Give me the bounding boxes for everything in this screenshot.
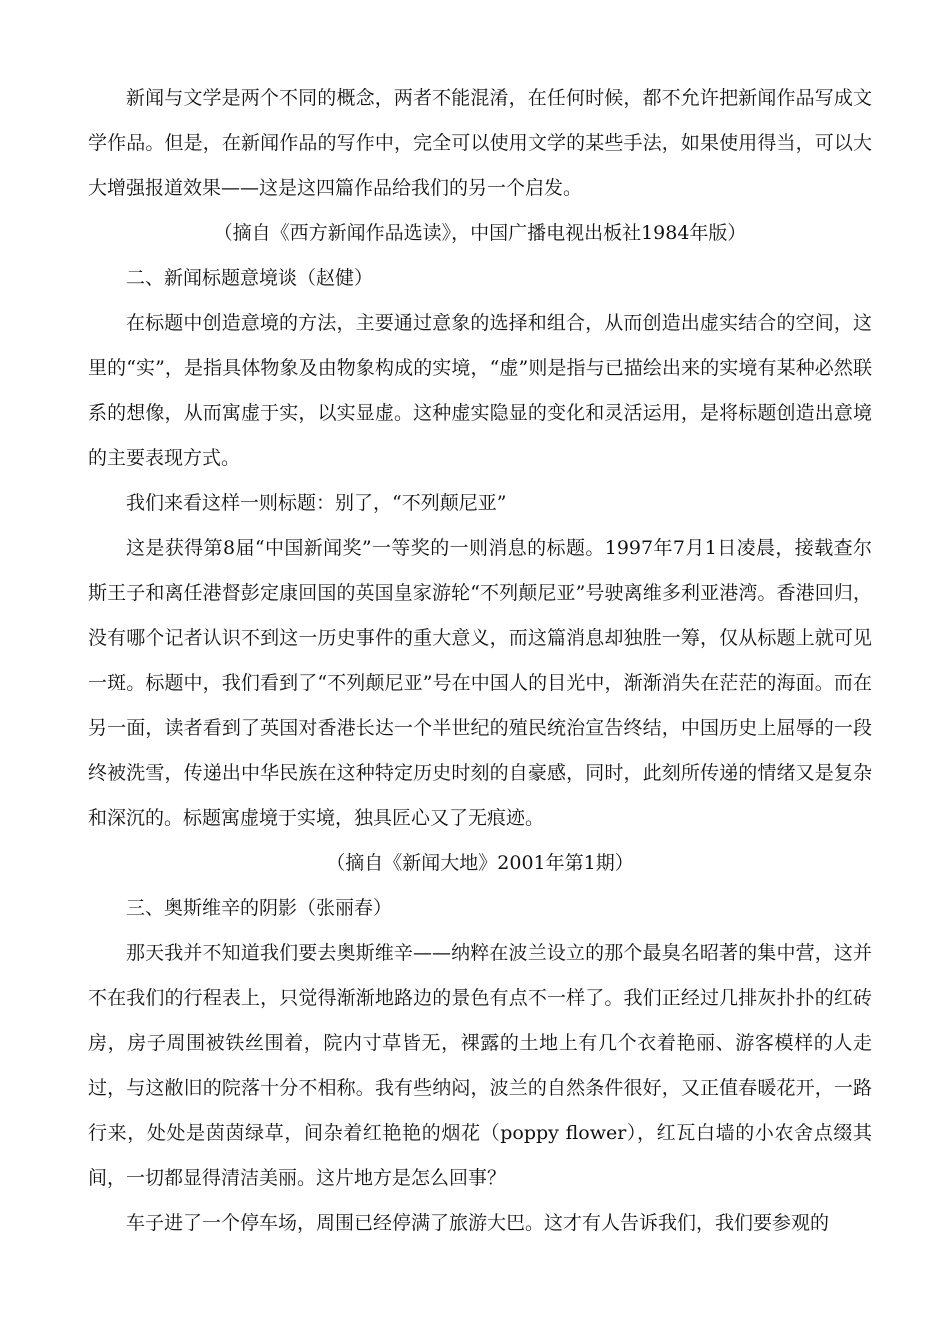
paragraph-britannia-analysis: 这是获得第8届“中国新闻奖”一等奖的一则消息的标题。1997年7月1日凌晨，接载查尔斯王子和离任港督彭定康回国的英国皇家游轮“不列颠尼亚”号驶离维多利亚港湾。香港回归，没有哪个记者认识不到这一历史事件的重大意义，而这篇消息却独胜一筹，仅从标题上就可见一斑。标题中，我们看到了“不列颠尼亚”号在中国人的目光中，渐渐消失在茫茫的海面。而在另一面，读者看到了英国对香港长达一个半世纪的殖民统治宣告终结，中国历史上屈辱的一段终被洗雪，传递出中华民族在这种特定历史时刻的自豪感，同时，此刻所传递的情绪又是复杂和深沉的。标题寓虚境于实境，独具匠心又了无痕迹。: [88, 537, 872, 829]
paragraph-example-title: 我们来看这样一则标题：别了，“不列颠尼亚”: [126, 492, 507, 514]
section-heading-auschwitz: 三、奥斯维辛的阴影（张丽春）: [126, 897, 393, 919]
paragraph-parking-lot: 车子进了一个停车场，周围已经停满了旅游大巴。这才有人告诉我们，我们要参观的: [126, 1212, 830, 1234]
paragraph-news-vs-literature: 新闻与文学是两个不同的概念，两者不能混淆，在任何时候，都不允许把新闻作品写成文学作品。但是，在新闻作品的写作中，完全可以使用文学的某些手法，如果使用得当，可以大大增强报道效果——这是这四篇作品给我们的另一个启发。: [88, 87, 872, 199]
citation-western-news-reader: （摘自《西方新闻作品选读》，中国广播电视出板社1984年版）: [213, 222, 747, 244]
paragraph-auschwitz-arrival: 那天我并不知道我们要去奥斯维辛——纳粹在波兰设立的那个最臭名昭著的集中营，这并不在我们的行程表上，只觉得渐渐地路边的景色有点不一样了。我们正经过几排灰扑扑的红砖房，房子周围被铁丝围着，院内寸草皆无，裸露的土地上有几个衣着艳丽、游客模样的人走过，与这敝旧的院落十分不相称。我有些纳闷，波兰的自然条件很好，又正值春暖花开，一路行来，处处是茵茵绿草，间杂着红艳艳的烟花（poppy flower），红瓦白墙的小农舍点缀其间，一切都显得清洁美丽。这片地方是怎么回事？: [88, 942, 872, 1189]
document-body: [88, 76, 872, 1246]
section-heading-news-title-mood: 二、新闻标题意境谈（赵健）: [126, 267, 374, 289]
paragraph-mood-creation-method: 在标题中创造意境的方法，主要通过意象的选择和组合，从而创造出虚实结合的空间，这里的“实”，是指具体物象及由物象构成的实境，“虚”则是指与已描绘出来的实境有某种必然联系的想像，从而寓虚于实，以实显虚。这种虚实隐显的变化和灵活运用，是将标题创造出意境的主要表现方式。: [88, 312, 872, 469]
citation-news-land: （摘自《新闻大地》2001年第1期）: [326, 852, 634, 874]
